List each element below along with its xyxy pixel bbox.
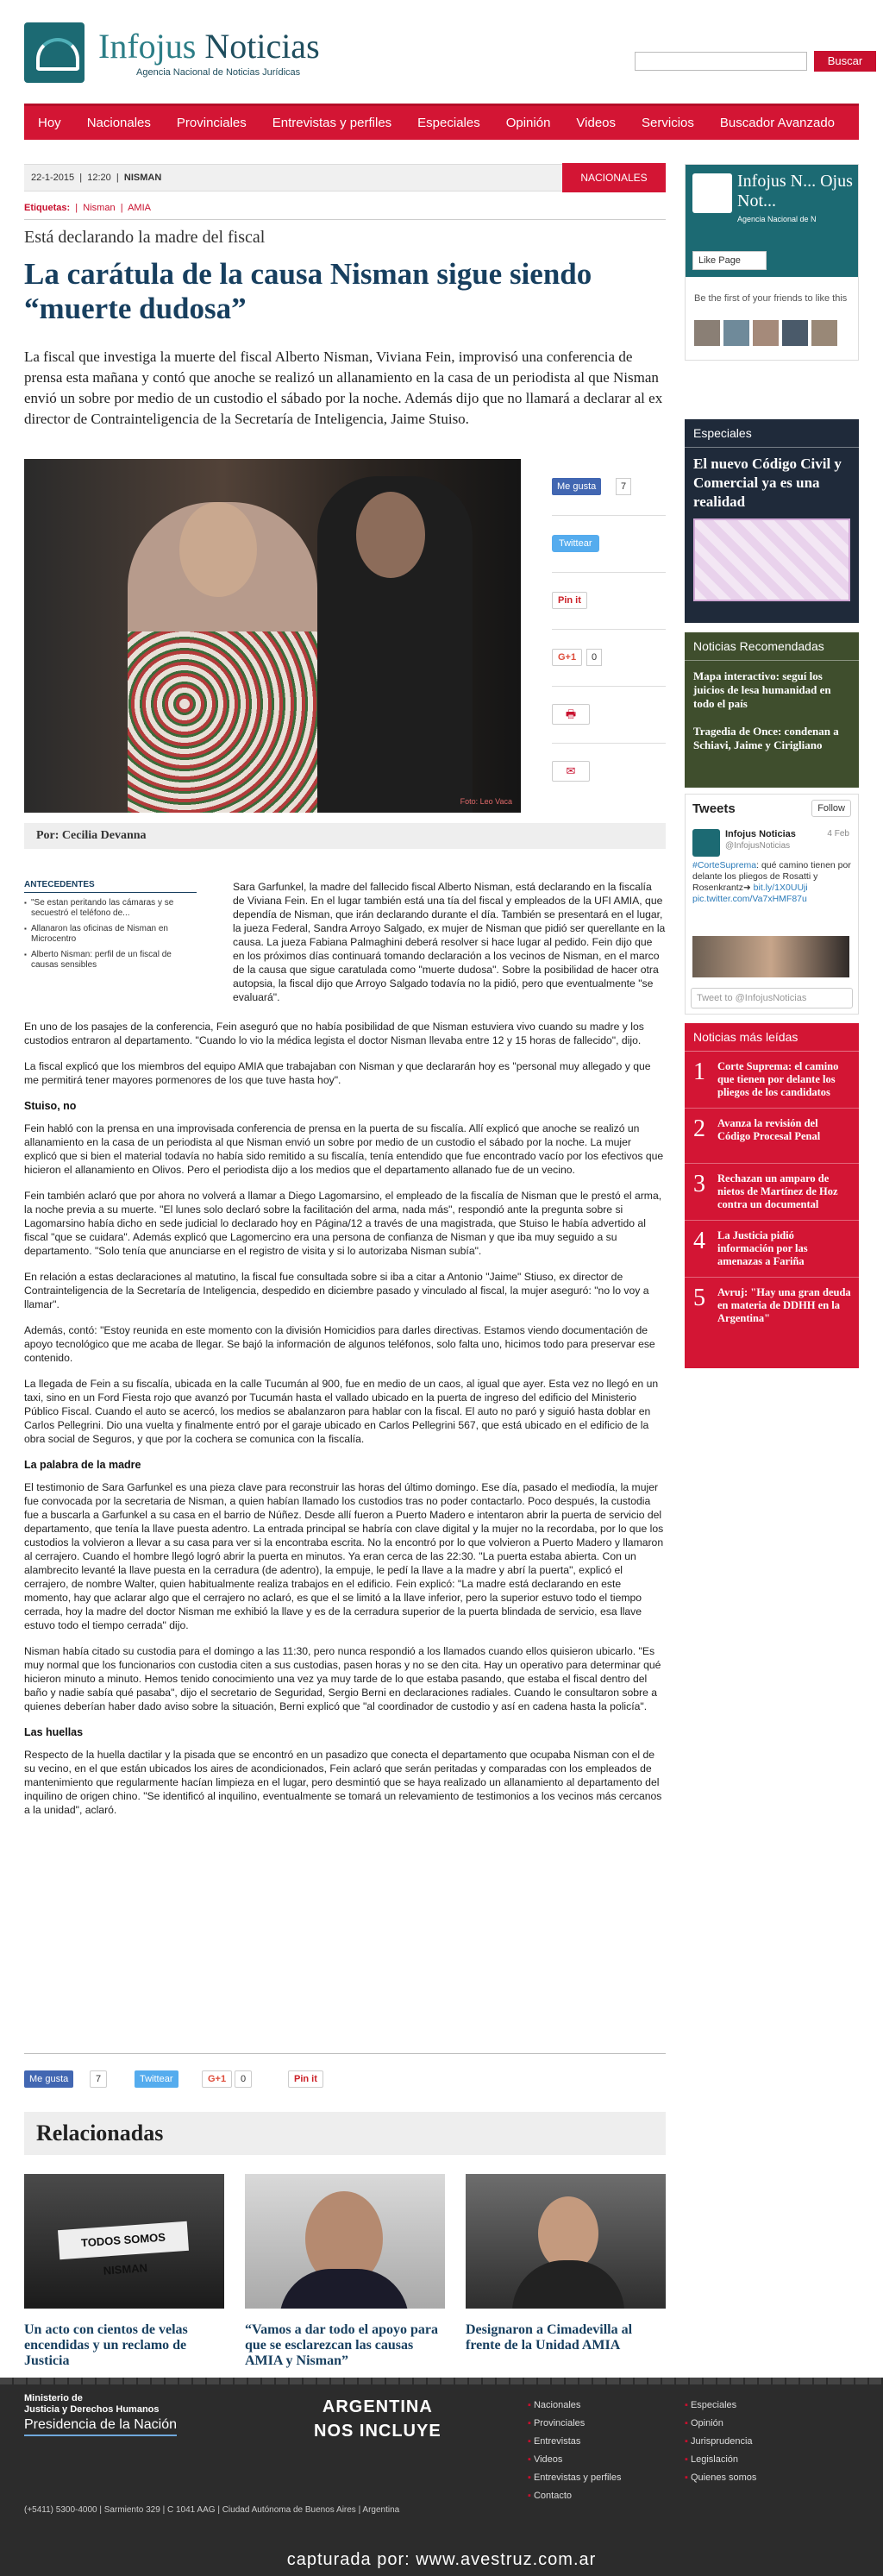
print-icon[interactable]: 🖶 [552,704,590,725]
facebook-like-count: 7 [90,2070,107,2088]
article-paragraph: Respecto de la huella dactilar y la pisada que se encontró en un pasadizo que conecta el departamento que ocupaba Nisman con el de su vecino, en el que están ubicados los aires de acondicionados, Fein aclaró que serán peritadas y comparadas con los empleados de mantenimiento que regularmente hacían limpieza en el lugar, pero desmintió que se haya realizado un allanamiento al departamento del inquilino de origen chino. "Se identificó al inquilino, eventualmente se tomará un relevamiento de testimonios a los vecinos más cercanos a la unidad", aclaró. [24,1749,662,1816]
footer-link[interactable]: ▪ Opinión [685,2415,756,2433]
search-input[interactable] [635,52,807,71]
footer-link[interactable]: ▪ Entrevistas y perfiles [528,2469,621,2487]
footer-link[interactable]: ▪ Contacto [528,2487,621,2505]
ministry-name[interactable]: Ministerio de Justicia y Derechos Humanos [24,2393,160,2415]
nav-item-buscador[interactable]: Buscador Avanzado [719,116,836,130]
tweet-text: #CorteSuprema: qué camino tienen por delante los pliegos de Rosatti y Rosenkrantz➜ bit.ly/1X0UUji pic.twitter.com/Va7xHMF87u [692,860,851,904]
argentina-logo[interactable]: ARGENTINA NOS INCLUYE [314,2397,442,2441]
share-row-gplus [552,630,666,687]
recomendada-link[interactable]: Tragedia de Once: condenan a Schiavi, Jaime y Cirigliano [693,725,839,751]
section-tag[interactable]: NACIONALES [562,163,666,192]
tweets-title: Tweets [692,801,736,816]
site-tagline: Agencia Nacional de Noticias Jurídicas [136,67,301,78]
tweet-to-input[interactable]: Tweet to @InfojusNoticias [691,988,853,1008]
photo-figure-woman [128,502,317,813]
article-subheading: Las huellas [24,1726,84,1738]
related-image[interactable] [466,2174,666,2309]
twitter-share-button[interactable]: Twittear [552,535,599,552]
share-row-pinterest [552,573,666,630]
tweet-avatar[interactable] [692,829,720,857]
nav-item-especiales[interactable]: Especiales [417,116,480,130]
facebook-page-name[interactable]: Infojus N... Ojus Not... [737,172,853,210]
twitter-follow-button[interactable]: Follow [811,800,851,817]
divider [24,219,666,220]
article-date: 22-1-2015 [31,173,75,183]
article-subheading: Stuiso, no [24,1100,77,1112]
antecedentes-box [24,880,197,976]
footer-link[interactable]: ▪ Nacionales [528,2397,621,2415]
mas-leidas-panel [685,1023,859,1368]
article-meta-bar: 22-1-2015 | 12:20 | NISMAN NACIONALES [24,164,666,192]
article-kicker: Está declarando la madre del fiscal [24,228,266,247]
article-paragraph: Sara Garfunkel, la madre del fallecido fiscal Alberto Nisman, está declarando en la fiscalía de Viviana Fein. En el lugar también está una tía del fiscal y empleados de la UFI AMIA, que dependía de Nisman, que irán declarando durante el día. También se presentará en el lugar, la jueza Federal, Sandra Arroyo Salgado, ex mujer de Nisman que pidió ser querellante en la causa. La jueza Fabiana Palmaghini deberá resolver si hace lugar al pedido. Fein dijo que en los próximos días continuará tomando declaración a los vecinos de Nisman, en el marco de la causa que sigue caratulada como "muerte dudosa". Sobre la posibilidad de hacer otra autopsia, la fiscal dijo que Arroyo Salgado todavía no la pidió, pero que eventualmente "se evaluará". [233,881,666,1003]
footer-links-col1 [528,2397,621,2505]
site-header [24,21,863,90]
related-image[interactable] [245,2174,445,2309]
recomendada-link[interactable]: Mapa interactivo: seguí los juicios de lesa humanidad en todo el país [693,669,831,710]
article-paragraph: La fiscal explicó que los miembros del equipo AMIA que trabajaban con Nisman y que declararán hoy es "personal muy allegado y que me permitirá tener mayores pormenores de los que tuve hasta hoy". [24,1060,651,1086]
facebook-cover[interactable] [686,165,858,277]
facebook-friend-pics [694,320,854,349]
related-heading: Relacionadas [24,2112,666,2155]
antecedentes-title: ANTECEDENTES [24,880,197,893]
especiales-image[interactable] [693,518,850,601]
related-caption[interactable]: Un acto con cientos de velas encendidas y un reclamo de Justicia [24,2322,188,2368]
nav-item-servicios[interactable]: Servicios [642,116,694,130]
facebook-page-widget [685,164,859,361]
facebook-page-sub: Agencia Nacional de N [737,215,817,223]
photo-figure-man [317,476,473,813]
divider [24,2053,666,2054]
pinterest-button[interactable]: Pin it [288,2070,323,2088]
footer-link[interactable]: ▪ Especiales [685,2397,756,2415]
share-column [552,459,666,801]
share-row-mail [552,744,666,801]
article-photo[interactable] [24,459,521,813]
tweet-url-link[interactable]: bit.ly/1X0UUji pic.twitter.com/Va7xHMF87u [692,883,808,904]
article-title: La carátula de la causa Nisman sigue siendo “muerte dudosa” [24,257,592,325]
article-paragraph: El testimonio de Sara Garfunkel es una pieza clave para reconstruir las horas del último domingo. Ese día, pasado el mediodía, la mujer fue convocada por la secretaria de Nisman, a quien habían llamado los custodios tras no poder contactarlo. Poco después, la custodia fue a buscarla a Garfunkel a su casa en el barrio de Núñez. Desde allí fueron a Puerto Madero e intentaron abrir la puerta de servicio del departamento, que tenía la llave puesta adentro. La entrada principal se habría con clave digital y la mujer no la recordaba, por lo que los custodios la volvieron a llevar a su casa para ver si la encontraba escrita. No la encontró por lo que volvieron a Puerto Madero y llamaron al cerrajero. Cuando el hombre llegó logró abrir la puerta en minutos. Ya eran cerca de las 22:30. "La puerta estaba abierta. Con un alambrecito levanté la llave puesta en la cerradura (de adentro), la empuje, le pedí la llave a la madre y abrí la puerta", explicó el cerrajero, de nombre Walter, quien habitualmente realiza trabajos en el edificio. Fein explicó: "La madre está declarando en este momento, hay que aclarar algo que el cerrajero no aclaró, es que el se limitó a la llave inferior, pero la superior estuvo todo el tiempo cerrada, hoy la madre del doctor Nisman me exhibió la llave y es de la cerradura superior de la puerta blindada de servicio, esa llave estuvo todo el tiempo cerrada" dijo. [24,1481,664,1631]
site-footer [0,2384,883,2576]
tags-label: Etiquetas: [24,203,71,213]
footer-strip [0,2378,883,2384]
share-row-facebook [552,459,666,516]
related-caption[interactable]: “Vamos a dar todo el apoyo para que se esclarezcan las causas AMIA y Nisman” [245,2322,439,2368]
article-subheading: La palabra de la madre [24,1459,141,1471]
antecedente-link[interactable]: ▪ Alberto Nisman: perfil de un fiscal de causas sensibles [24,950,197,971]
google-plus-count: 0 [586,649,602,666]
pinterest-button[interactable]: Pin it [552,592,587,609]
presidency-name[interactable]: Presidencia de la Nación [24,2417,177,2436]
footer-link[interactable]: ▪ Videos [528,2451,621,2469]
article-body [24,1020,666,1829]
mas-leida-item[interactable]: 5 Avruj: "Hay una gran deuda en materia de DDHH en la Argentina" [693,1285,851,1324]
footer-link[interactable]: ▪ Provinciales [528,2415,621,2433]
nav-item-provinciales[interactable]: Provinciales [176,116,247,130]
especiales-link[interactable]: El nuevo Código Civil y Comercial ya es una realidad [693,456,842,510]
google-plus-button[interactable]: G+1 [202,2070,232,2088]
search-button[interactable]: Buscar [814,51,876,72]
facebook-friends-text: Be the first of your friends to like this [694,293,848,304]
article-paragraph: Nisman había citado su custodia para el domingo a las 11:30, pero nunca respondió a los llamados cuando ellos quisieron ubicarlo. "Es muy normal que los funcionarios con custodia citen a sus custodias, pasen horas y no se den cita. Hay un operativo para determinar qué hicieron minuto a minuto. Hemos tenido conocimiento una vez ya muy tarde de lo que estaba pasando, que estaba el fiscal dentro del baño y nadie sabía qué pasaba", dijo el secretario de Seguridad, Sergio Berni en declaraciones radiales. Cuando le consultaron sobre a quienes deberían haber dado aviso sobre la situación, Berni explicó que "al coordinador de custodio y así en cadena hasta la policía". [24,1645,661,1712]
mas-leida-item[interactable]: 3 Rechazan un amparo de nietos de Martínez de Hoz contra un documental [685,1164,859,1221]
facebook-like-button[interactable]: Me gusta [24,2070,73,2088]
article-section[interactable]: NISMAN [123,173,162,183]
mas-leida-item[interactable]: 4 La Justicia pidió información por las amenazas a Fariña [685,1221,859,1278]
especiales-title: Especiales [685,419,859,448]
facebook-like-page-button[interactable]: Like Page [692,251,767,270]
tweet-image[interactable] [692,936,849,977]
tag-nisman[interactable]: Nisman [83,203,116,213]
site-logo-text[interactable]: Infojus Noticias [98,27,320,66]
mas-leida-item[interactable]: 1 Corte Suprema: el camino que tienen por delante los pliegos de los candidatos [685,1052,859,1109]
mas-leidas-title: Noticias más leídas [685,1023,859,1052]
mail-icon[interactable]: ✉ [552,761,590,782]
article-paragraph: En uno de los pasajes de la conferencia, Fein aseguró que no había posibilidad de que Nisman estuviera vivo cuando su madre y los custodios entraron al departamento. "Cuando lo vio la médica legista el doctor Nisman llevaba entre 12 y 15 horas de fallecido", dijo. [24,1021,644,1046]
facebook-like-count: 7 [616,478,631,495]
share-row-print [552,687,666,744]
nav-item-entrevistas[interactable]: Entrevistas y perfiles [272,116,392,130]
related-banner: TODOS SOMOS NISMAN [58,2221,189,2259]
google-plus-count: 0 [235,2070,252,2088]
photo-credit: Foto: Leo Vaca [460,797,512,806]
related-image[interactable] [24,2174,224,2309]
nav-item-hoy[interactable]: Hoy [38,116,61,130]
twitter-widget [685,794,859,1015]
nav-item-nacionales[interactable]: Nacionales [86,116,151,130]
footer-link[interactable]: ▪ Quienes somos [685,2469,756,2487]
related-item[interactable] [24,2174,224,2369]
capture-credit: capturada por: www.avestruz.com.ar [286,2550,597,2569]
article-time: 12:20 [87,173,111,183]
footer-links-col2 [685,2397,756,2487]
article-paragraph: La llegada de Fein a su fiscalía, ubicada en la calle Tucumán al 900, fue en medio de un caos, al igual que ayer. Esta vez no llegó en un taxi, sino en un Ford Fiesta rojo que avanzó por Tucumán hasta el vallado ubicado en la puerta de ingreso del edificio del Ministerio Público Fiscal. Cuando el auto se acercó, los medios se abalanzaron para hablar con la fiscal. El auto no paró y siguió hasta doblar en Carlos Pellegrini. Dio una vuelta y finalmente entró por el garaje ubicado en Carlos Pellegrini 567, que está ubicado en el edificio de la obra social de Seguros, y que por la cochera se comunica con la fiscalía. [24,1378,659,1445]
article-paragraph: Fein habló con la prensa en una improvisada conferencia de prensa en la puerta de su fiscalía. Allí explicó que anoche se realizó un allanamiento en la casa de un periodista al que Nisman envió un sobre por medio de un custodio el sábado por la noche. La mujer explicó que si bien el material todavía no había sido remitido a su fiscalía, tenía entendido que fue encontrado vacío por los efectivos que hicieron el allanamiento en Olivos. Pero el periodista dijo a los medios que el departamento allanado fue de un vecino. [24,1122,664,1176]
main-nav [24,104,859,140]
footer-link[interactable]: ▪ Entrevistas [528,2433,621,2451]
tweet-date[interactable]: 4 Feb [827,829,849,839]
footer-address: (+5411) 5300-4000 | Sarmiento 329 | C 1041 AAG | Ciudad Autónoma de Buenos Aires | Argentina [24,2505,400,2515]
footer-link[interactable]: ▪ Legislación [685,2451,756,2469]
mas-leida-item[interactable]: 2 Avanza la revisión del Código Procesal Penal [685,1109,859,1164]
article-paragraph: Además, contó: "Estoy reunida en este momento con la división Homicidios para darles directivas. Estamos viendo documentación de apoyo tecnológico que me acaba de llegar. Se bajó la información de algunos teléfonos, solo falta uno, hicimos todo para preservar ese contenido. [24,1324,655,1364]
facebook-page-avatar [692,173,732,213]
related-item[interactable] [466,2174,666,2353]
tweet-author-name[interactable]: Infojus Noticias [725,829,796,839]
nav-item-opinion[interactable]: Opinión [505,116,551,130]
share-row-twitter [552,516,666,573]
related-caption[interactable]: Designaron a Cimadevilla al frente de la Unidad AMIA [466,2322,633,2353]
article-author: Por: Cecilia Devanna [24,823,666,849]
facebook-like-button[interactable]: Me gusta [552,478,601,495]
tweet-hashtag-link[interactable]: #CorteSuprema [692,860,757,870]
related-item[interactable] [245,2174,445,2369]
article-paragraph: En relación a estas declaraciones al matutino, la fiscal fue consultada sobre si iba a citar a Antonio "Jaime" Stiuso, ex director de Contrainteligencia de la Secretaría de Inteligencia, despedido en diciembre pasado y vinculado al fiscal, la mujer aseguró: "no lo voy a llamar". [24,1271,649,1310]
recomendadas-panel [685,632,859,788]
especiales-panel [685,419,859,623]
tags-row: Etiquetas: | Nisman | AMIA [24,203,151,213]
google-plus-button[interactable]: G+1 [552,649,582,666]
nav-item-videos[interactable]: Videos [576,116,617,130]
infojus-logo-icon[interactable] [24,22,85,83]
tag-amia[interactable]: AMIA [128,203,151,213]
tweet-author-handle[interactable]: @InfojusNoticias [725,841,791,851]
recomendadas-title: Noticias Recomendadas [685,632,859,661]
footer-link[interactable]: ▪ Jurisprudencia [685,2433,756,2451]
antecedente-link[interactable]: ▪ Allanaron las oficinas de Nisman en Microcentro [24,924,197,945]
bottom-share-bar [24,2070,369,2089]
antecedente-link[interactable]: ▪ "Se estan peritando las cámaras y se secuestró el teléfono de... [24,898,197,919]
article-lead: La fiscal que investiga la muerte del fiscal Alberto Nisman, Viviana Fein, improvisó una conferencia de prensa esta mañana y contó que anoche se realizó un allanamiento en la casa de un periodista al que Nisman envió un sobre por medio de un custodio el sábado por la noche. Además dijo que no llamará a declarar al ex director de Contrainteligencia de la Secretaría de Inteligencia, Jaime Stuiso. [24,349,663,427]
article-paragraph: Fein también aclaró que por ahora no volverá a llamar a Diego Lagomarsino, el empleado de la fiscalía de Nisman que le prestó el arma, la noche previa a su muerte. "El lunes solo declaró sobre la facilitación del arma, nada más", respondió ante la pregunta sobre si Lagomarsino había dicho en sede judicial lo declarado hoy en Página/12 a través de una magistrada, que Stuiso le había advertido al fiscal "que se cuidara". Además explicó que Lagomercino era una persona de confianza de Nisman y que iba muy seguido a su departamento. "Solo tenía que anunciarse en el registro de visita y si lo autorizaba Nisman subía". [24,1190,662,1257]
twitter-share-button[interactable]: Twittear [135,2070,178,2088]
